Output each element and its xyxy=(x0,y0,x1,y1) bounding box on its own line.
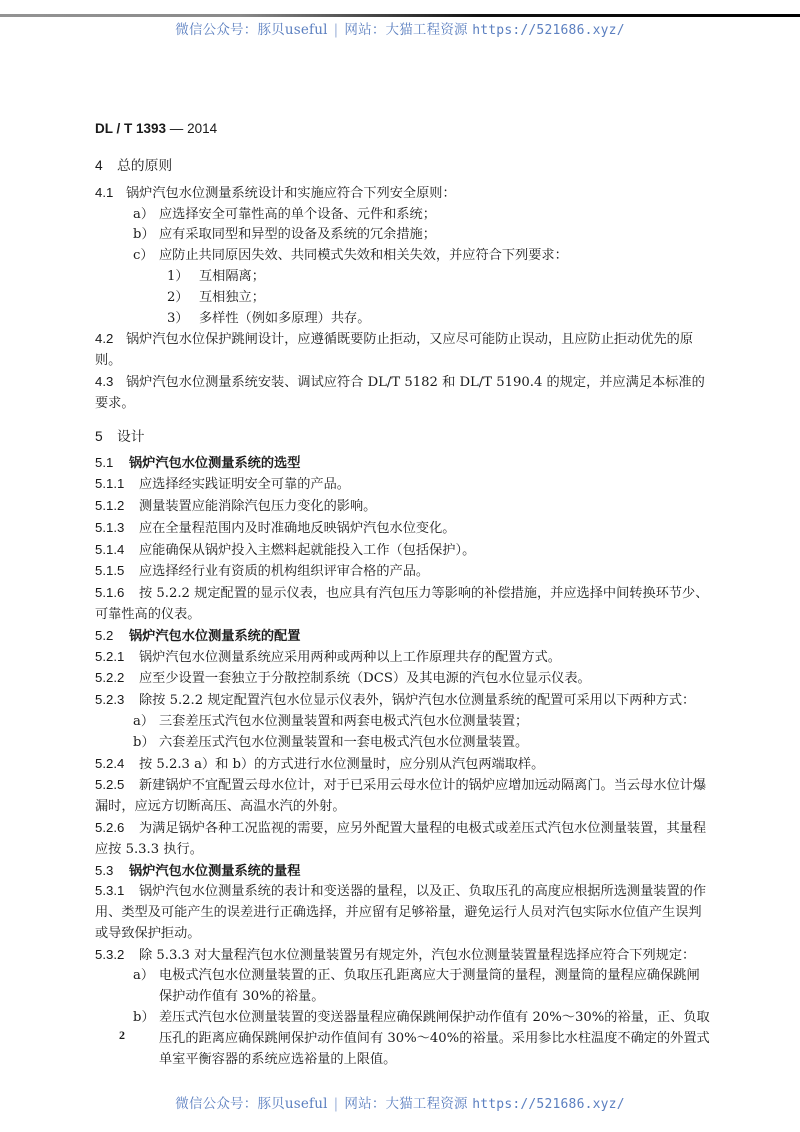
watermark-top xyxy=(0,18,800,38)
sub-list-item: 2） 互相独立； xyxy=(167,289,265,305)
section-title: 总的原则 xyxy=(117,158,173,173)
standard-dash: — xyxy=(166,121,188,136)
clause-5-2-1: 5.2.1 锅炉汽包水位测量系统应采用两种或两种以上工作原理共存的配置方式。 xyxy=(95,648,561,665)
section-5-heading: 5 设计 xyxy=(95,428,145,444)
clause-5-1-5: 5.1.5 应选择经行业有资质的机构组织评审合格的产品。 xyxy=(95,563,430,580)
section-title: 设计 xyxy=(117,428,145,444)
list-item: b） 应有采取同型和异型的设备及系统的冗余措施； xyxy=(133,227,436,243)
watermark-separator: | xyxy=(333,1096,339,1112)
list-item: a） 三套差压式汽包水位测量装置和两套电极式汽包水位测量装置； xyxy=(133,713,529,729)
clause-5-2-6: 5.2.6 为满足锅炉各种工况监视的需要，应另外配置大量程的电极式或差压式汽包水位测量装置，其量程应按 5.3.3 执行。 xyxy=(95,819,707,857)
clause-5-2-5: 5.2.5 新建锅炉不宜配置云母水位计，对于已采用云母水位计的锅炉应增加远动隔离门。当云母水位计爆漏时，应远方切断高压、高温水汽的外射。 xyxy=(95,777,707,815)
watermark-url[interactable]: https://521686.xyz/ xyxy=(472,23,625,38)
list-item: a） 电极式汽包水位测量装置的正、负取压孔距离应大于测量筒的量程，测量筒的量程应确保跳闸保护动作值有 30%的裕量。 xyxy=(133,968,700,1005)
subsection-5-2-heading: 5.2 锅炉汽包水位测量系统的配置 xyxy=(95,627,301,643)
subsection-5-1-heading: 5.1 锅炉汽包水位测量系统的选型 xyxy=(95,455,301,471)
list-item: c） 应防止共同原因失效、共同模式失效和相关失效，并应符合下列要求： xyxy=(133,248,568,264)
clause-5-1-4: 5.1.4 应能确保从锅炉投入主燃料起就能投入工作（包括保护）。 xyxy=(95,541,476,558)
clause-5-1-6: 5.1.6 按 5.2.2 规定配置的显示仪表，也应具有汽包压力等影响的补偿措施，并应选择中间转换环节少、可靠性高的仪表。 xyxy=(95,585,709,622)
sub-list-item: 3） 多样性（例如多原理）共存。 xyxy=(167,310,371,326)
clause-5-3-1: 5.3.1 锅炉汽包水位测量系统的表计和变送器的量程，以及正、负取压孔的高度应根据所选测量装置的作用、类型及可能产生的误差进行正确选择，并应留有足够裕量，避免运行人员对汽包实际水位值产生误判或导致保护拒动。 xyxy=(95,883,707,941)
clause-5-1-2: 5.1.2 测量装置应能消除汽包压力变化的影响。 xyxy=(95,497,377,514)
watermark-site: 网站：大猫工程资源 xyxy=(344,1096,473,1112)
clause-4-1: 4.1 锅炉汽包水位测量系统设计和实施应符合下列安全原则： xyxy=(95,184,456,201)
watermark-wechat: 微信公众号：豚贝useful xyxy=(175,1096,328,1112)
watermark-separator: | xyxy=(333,22,339,38)
list-item: b） 六套差压式汽包水位测量装置和一套电极式汽包水位测量装置。 xyxy=(133,734,529,750)
document-body xyxy=(95,148,710,1070)
watermark-site: 网站：大猫工程资源 xyxy=(344,22,473,38)
clause-5-1-3: 5.1.3 应在全量程范围内及时准确地反映锅炉汽包水位变化。 xyxy=(95,519,456,536)
clause-5-2-2: 5.2.2 应至少设置一套独立于分散控制系统（DCS）及其电源的汽包水位显示仪表。 xyxy=(95,670,591,687)
watermark-wechat: 微信公众号：豚贝useful xyxy=(175,22,328,38)
watermark-url[interactable]: https://521686.xyz/ xyxy=(472,1097,625,1112)
clause-5-2-3: 5.2.3 除按 5.2.2 规定配置汽包水位显示仪表外，锅炉汽包水位测量系统的配置可采用以下两种方式： xyxy=(95,692,696,709)
sub-list-item: 1） 互相隔离； xyxy=(167,268,265,284)
subsection-5-3-heading: 5.3 锅炉汽包水位测量系统的量程 xyxy=(95,862,301,878)
standard-number: DL / T 1393 xyxy=(95,121,167,136)
watermark-bottom xyxy=(0,1092,800,1112)
list-item: b） 差压式汽包水位测量装置的变送器量程应确保跳闸保护动作值有 20%～30%的裕量，正、负取压孔的距离应确保跳闸保护动作值间有 30%～40%的裕量。采用参比水柱温度不确定的外置式单室平衡容器的系统应选裕量的上限值。 xyxy=(133,1010,710,1067)
clause-4-2: 4.2 锅炉汽包水位保护跳闸设计，应遵循既要防止拒动，又应尽可能防止误动，且应防止拒动优先的原则。 xyxy=(95,331,694,369)
scan-border-line xyxy=(0,14,800,17)
list-item: a） 应选择安全可靠性高的单个设备、元件和系统； xyxy=(133,206,436,222)
clause-5-1-1: 5.1.1 应选择经实践证明安全可靠的产品。 xyxy=(95,476,350,493)
standard-code xyxy=(95,121,217,136)
clause-4-3: 4.3 锅炉汽包水位测量系统安装、调试应符合 DL/T 5182 和 DL/T 5190.4 的规定，并应满足本标准的要求。 xyxy=(95,373,705,411)
clause-5-2-4: 5.2.4 按 5.2.3 a）和 b）的方式进行水位测量时，应分别从汽包两端取样。 xyxy=(95,755,545,772)
section-4-heading: 4 总的原则 xyxy=(95,158,173,173)
clause-5-3-2: 5.3.2 除 5.3.3 对大量程汽包水位测量装置另有规定外，汽包水位测量装置量程选择应符合下列规定： xyxy=(95,946,696,963)
page-number: 2 xyxy=(119,1028,125,1042)
standard-year: 2014 xyxy=(187,121,218,136)
